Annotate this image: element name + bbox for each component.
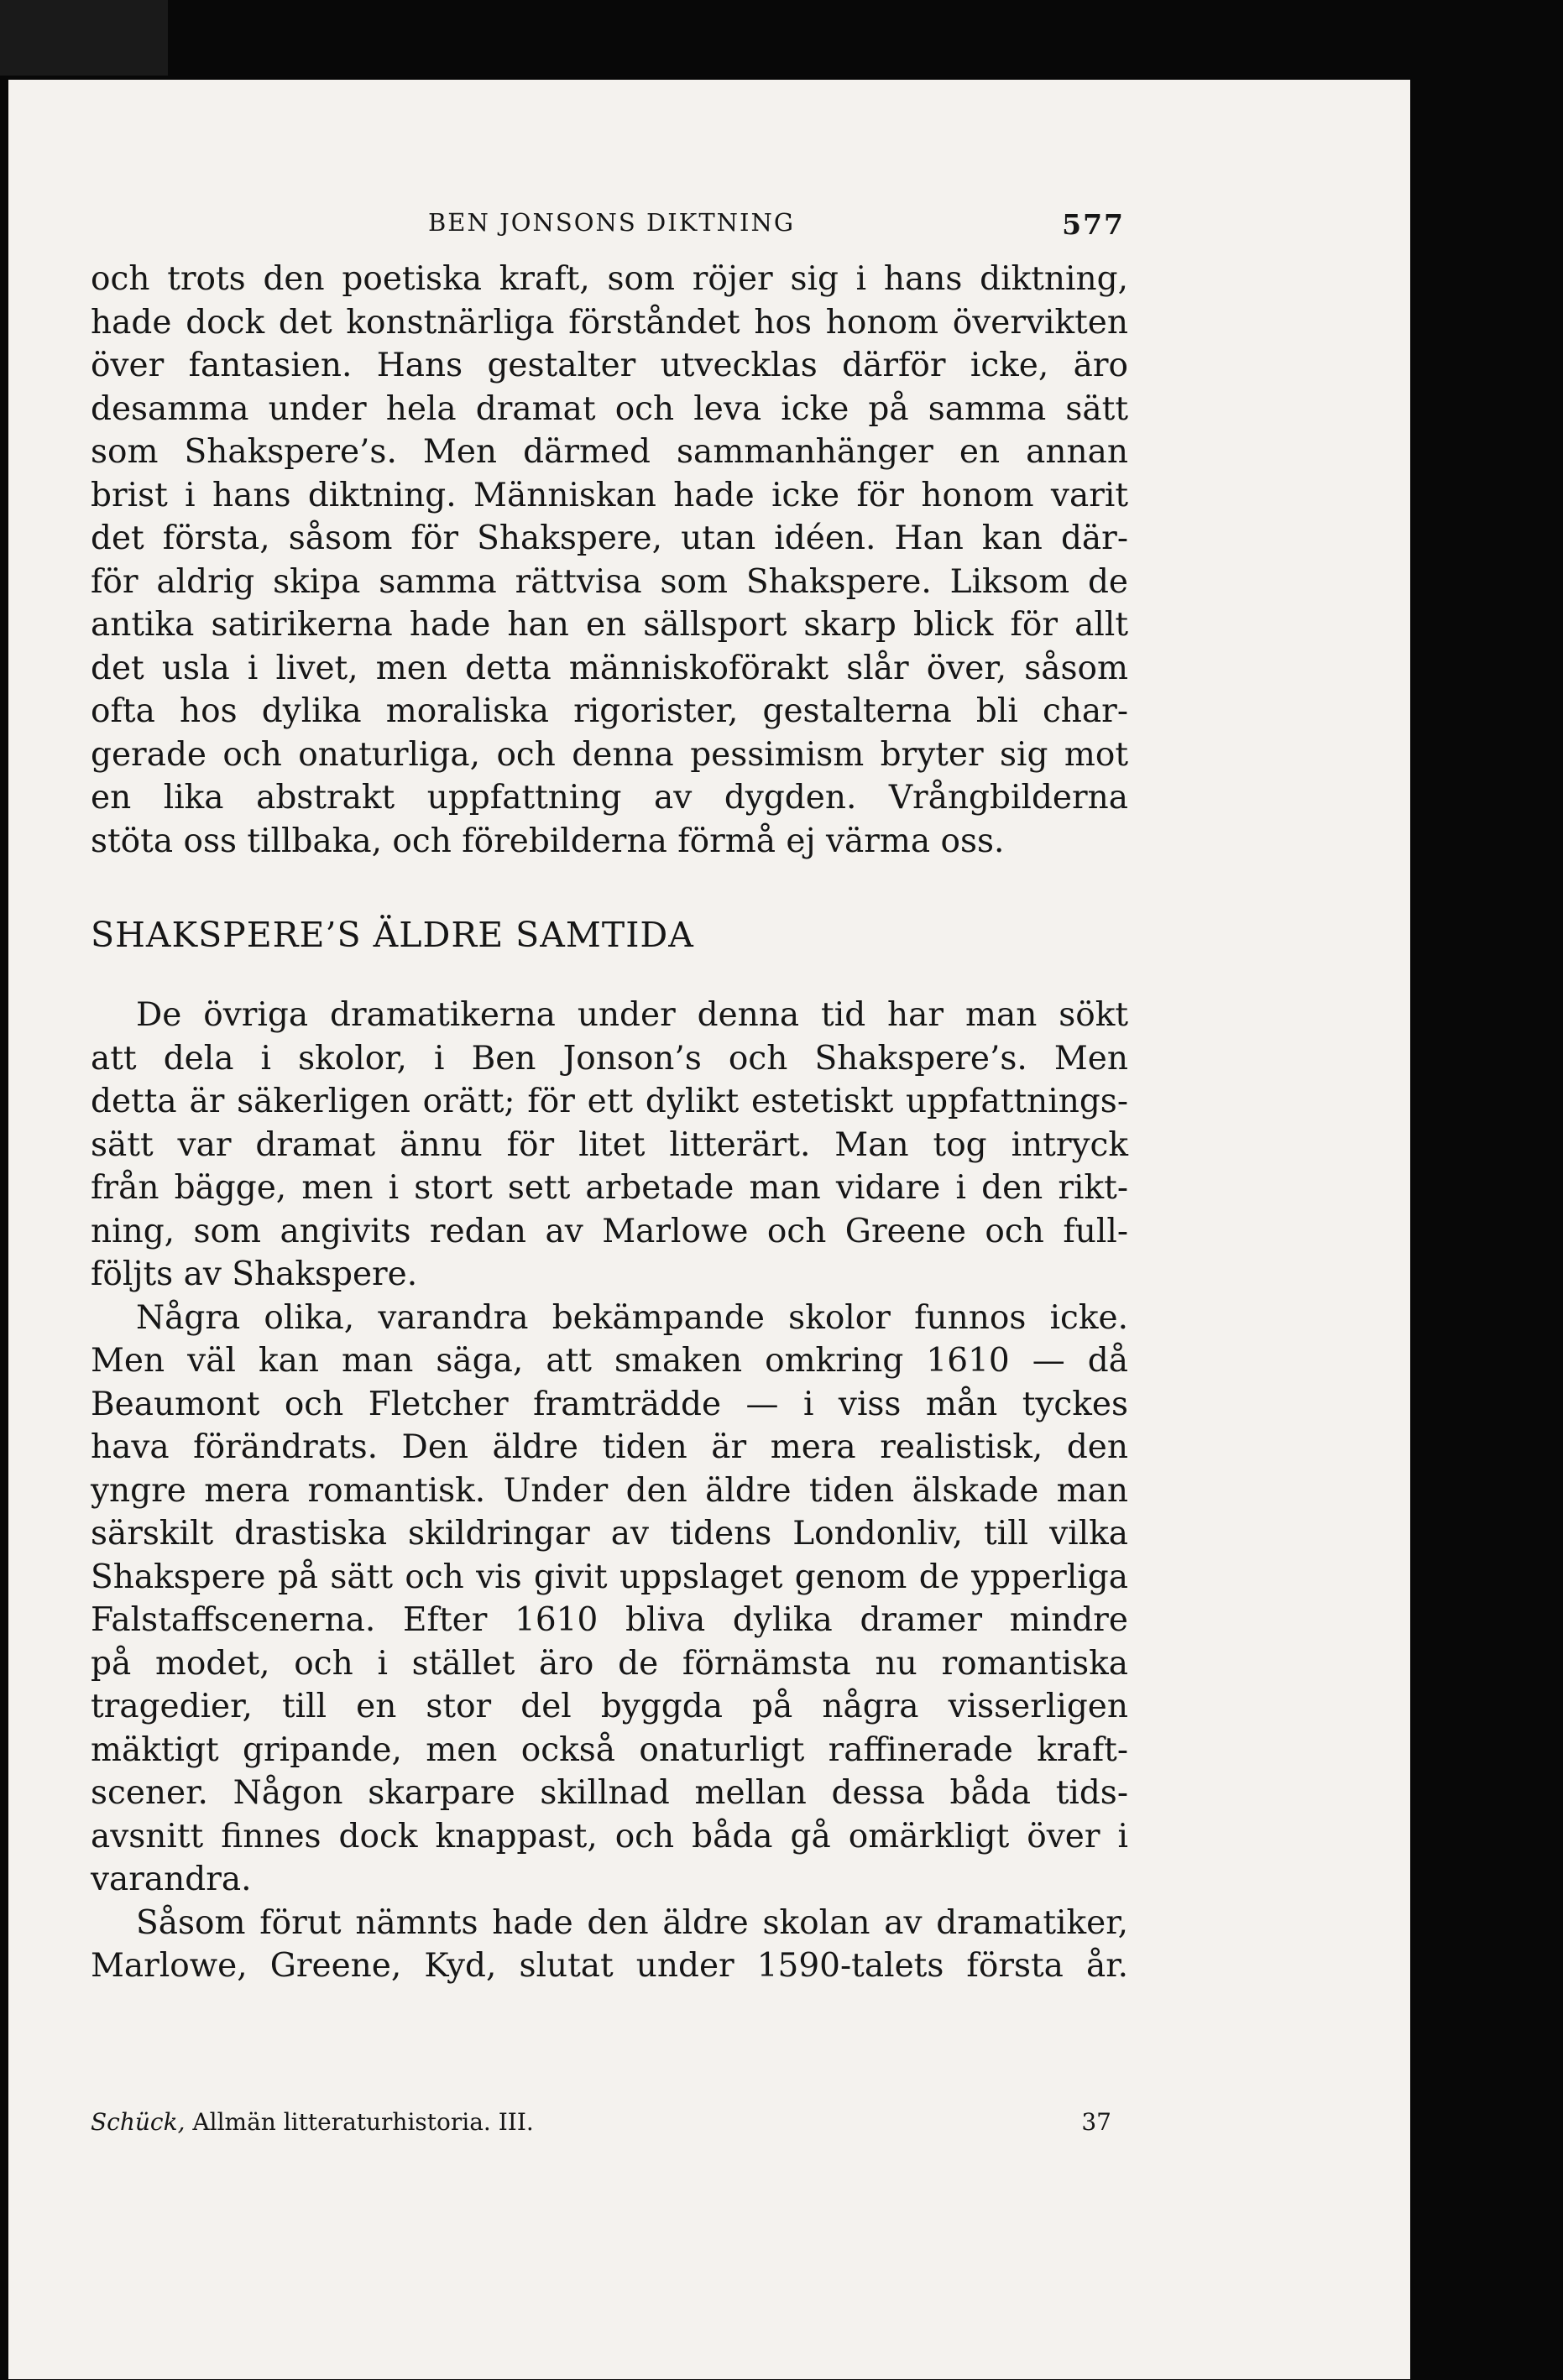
- text-line: på modet, och i stället äro de förnämsta nu romantiska: [91, 1644, 1128, 1683]
- paragraph-3: [91, 1297, 1128, 1902]
- text-line: Falstaffscenerna. Efter 1610 bliva dylika dramer mindre: [91, 1601, 1128, 1639]
- text-line: och trots den poetiska kraft, som röjer sig i hans diktning,: [91, 260, 1128, 298]
- signature-mark: 37: [1081, 2108, 1111, 2136]
- text-line: Såsom förut nämnts hade den äldre skolan av dramatiker,: [136, 1903, 1128, 1942]
- paragraph-4: [91, 1902, 1128, 1988]
- page-footer: [91, 2108, 1111, 2142]
- text-line: från bägge, men i stort sett arbetade man vidare i den rikt-: [91, 1169, 1128, 1207]
- text-line: gerade och onaturliga, och denna pessimism bryter sig mot: [91, 735, 1128, 774]
- text-line: följts av Shakspere.: [91, 1255, 418, 1293]
- text-line: att dela i skolor, i Ben Jonson’s och Shakspere’s. Men: [91, 1039, 1128, 1078]
- text-line: Beaumont och Fletcher framträdde — i viss mån tyckes: [91, 1385, 1128, 1423]
- text-line: De övriga dramatikerna under denna tid har man sökt: [136, 996, 1128, 1034]
- footer-author: Schück,: [91, 2108, 186, 2136]
- page-header: [386, 208, 1125, 250]
- text-line: avsnitt finnes dock knappast, och båda gå omärkligt över i: [91, 1817, 1128, 1855]
- scan-border: [0, 0, 168, 76]
- text-line: för aldrig skipa samma rättvisa som Shakspere. Liksom de: [91, 562, 1128, 601]
- text-line: Några olika, varandra bekämpande skolor funnos icke.: [136, 1298, 1128, 1337]
- footer-book-title: Allmän litteraturhistoria. III.: [192, 2108, 534, 2136]
- text-line: Men väl kan man säga, att smaken omkring 1610 — då: [91, 1342, 1128, 1380]
- text-line: scener. Någon skarpare skillnad mellan dessa båda tids-: [91, 1774, 1128, 1812]
- paragraph-1: [91, 258, 1128, 863]
- text-line: Shakspere på sätt och vis givit uppslaget genom de ypperliga: [91, 1558, 1128, 1596]
- text-line: det usla i livet, men detta människoförakt slår över, såsom: [91, 649, 1128, 687]
- text-line: hade dock det konstnärliga förståndet hos honom övervikten: [91, 303, 1128, 342]
- text-line: antika satirikerna hade han en sällsport skarp blick för allt: [91, 606, 1128, 644]
- text-line: yngre mera romantisk. Under den äldre tiden älskade man: [91, 1471, 1128, 1510]
- text-line: hava förändrats. Den äldre tiden är mera realistisk, den: [91, 1428, 1128, 1466]
- text-line: tragedier, till en stor del byggda på några visserligen: [91, 1688, 1128, 1725]
- text-line: desamma under hela dramat och leva icke på samma sätt: [91, 389, 1128, 428]
- text-line: Marlowe, Greene, Kyd, slutat under 1590-talets första år.: [91, 1947, 1128, 1985]
- paragraph-2: [91, 994, 1128, 1297]
- text-line: stöta oss tillbaka, och förebilderna förmå ej värma oss.: [91, 822, 1005, 860]
- text-line: särskilt drastiska skildringar av tidens Londonliv, till vilka: [91, 1515, 1128, 1553]
- text-line: som Shakspere’s. Men därmed sammanhänger en annan: [91, 433, 1128, 471]
- page-number: 577: [1062, 208, 1125, 241]
- text-line: över fantasien. Hans gestalter utvecklas därför icke, äro: [91, 347, 1128, 384]
- text-line: brist i hans diktning. Människan hade icke för honom varit: [91, 476, 1128, 514]
- text-line: sätt var dramat ännu för litet litterärt. Man tog intryck: [91, 1125, 1128, 1164]
- text-line: mäktigt gripande, men också onaturligt raffinerade kraft-: [91, 1730, 1128, 1769]
- text-line: detta är säkerligen orätt; för ett dylikt estetiskt uppfattnings-: [91, 1083, 1128, 1120]
- text-line: det första, såsom för Shakspere, utan idéen. Han kan där-: [91, 519, 1128, 557]
- body-text: [91, 258, 1128, 1988]
- footer-citation: [91, 2108, 534, 2136]
- section-heading: SHAKSPERE’S ÄLDRE SAMTIDA: [91, 915, 694, 955]
- running-title: BEN JONSONS DIKTNING: [428, 208, 796, 237]
- text-line: en lika abstrakt uppfattning av dygden. Vrångbilderna: [91, 779, 1128, 817]
- text-line: varandra.: [91, 1861, 252, 1898]
- book-page: [8, 80, 1410, 2379]
- text-line: ofta hos dylika moraliska rigorister, gestalterna bli char-: [91, 692, 1128, 730]
- text-line: ning, som angivits redan av Marlowe och Greene och full-: [91, 1212, 1128, 1250]
